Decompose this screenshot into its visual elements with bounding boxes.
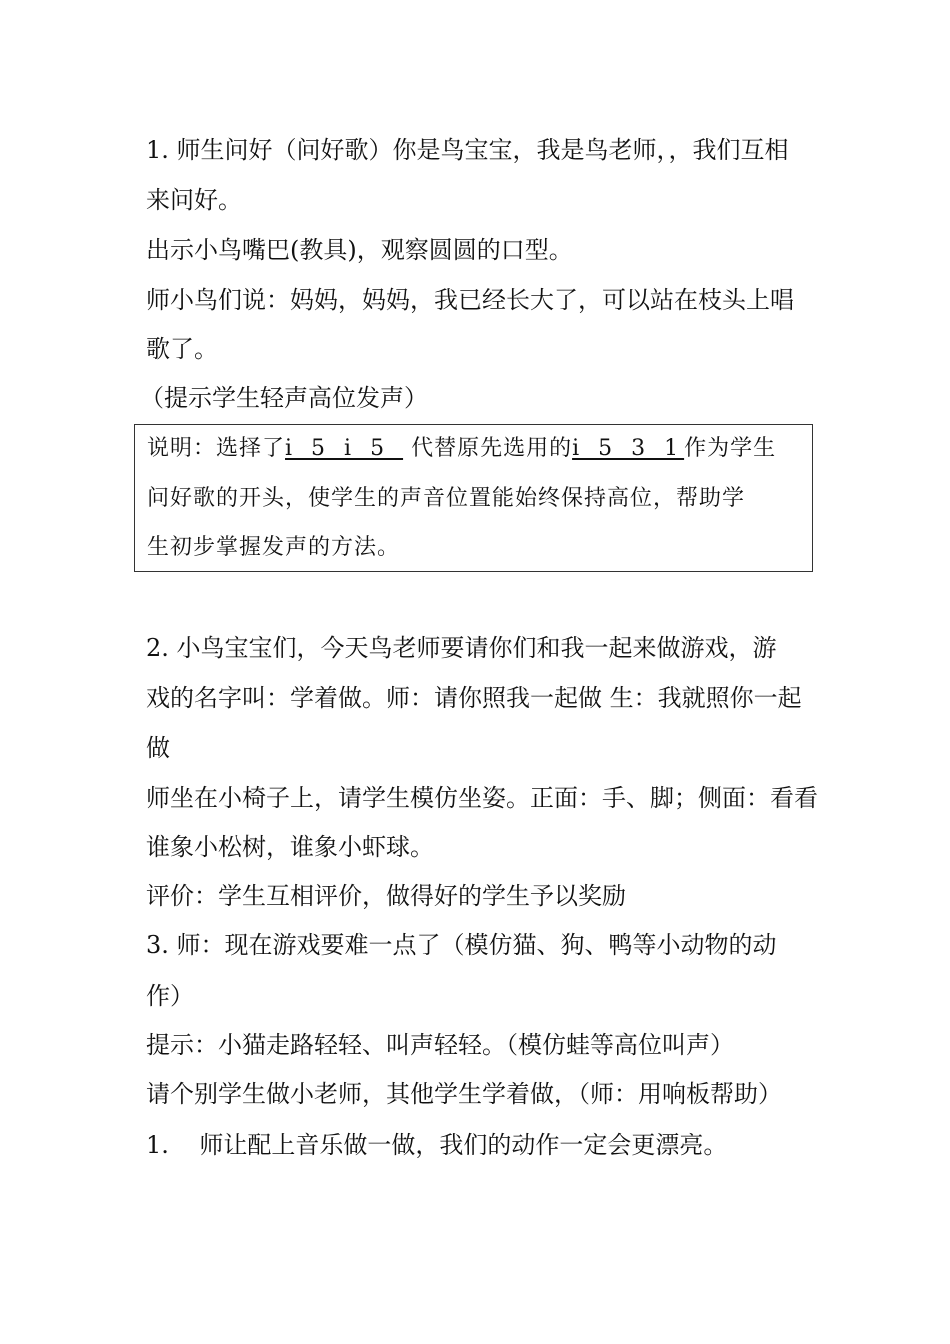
explanation-box xyxy=(134,424,813,572)
paragraph-line: 师坐在小椅子上，请学生模仿坐姿。正面：手、脚；侧面：看看 xyxy=(146,784,818,812)
explanation-mid: 代替原先选用的 xyxy=(411,436,573,461)
paragraph-line: 歌了。 xyxy=(146,335,218,363)
paragraph-line: 3. 师：现在游戏要难一点了（模仿猫、狗、鸭等小动物的动 xyxy=(146,931,777,959)
new-notes-underlined: i 5 i 5 xyxy=(285,436,404,461)
explanation-line-2: 问好歌的开头，使学生的声音位置能始终保持高位，帮助学 xyxy=(147,486,746,511)
explanation-line-1 xyxy=(147,435,807,463)
paragraph-line: 师小鸟们说：妈妈，妈妈，我已经长大了，可以站在枝头上唱 xyxy=(146,286,794,314)
paragraph-line: 请个别学生做小老师，其他学生学着做，（师：用响板帮助） xyxy=(146,1080,782,1108)
old-notes-underlined: i 5 3 1 xyxy=(572,436,685,461)
paragraph-line: 1. 师让配上音乐做一做，我们的动作一定会更漂亮。 xyxy=(146,1131,728,1159)
paragraph-line: 作） xyxy=(146,982,194,1010)
paragraph-line: 提示：小猫走路轻轻、叫声轻轻。（模仿蛙等高位叫声） xyxy=(146,1031,734,1059)
paragraph-line: 来问好。 xyxy=(146,186,242,214)
paragraph-line: 2. 小鸟宝宝们，今天鸟老师要请你们和我一起来做游戏，游 xyxy=(146,634,777,662)
paragraph-line: 谁象小松树，谁象小虾球。 xyxy=(146,833,434,861)
paragraph-line: 戏的名字叫：学着做。师：请你照我一起做 生：我就照你一起 xyxy=(146,684,802,712)
paragraph-line: 做 xyxy=(146,734,170,762)
paragraph-line: 评价：学生互相评价，做得好的学生予以奖励 xyxy=(146,882,626,910)
paragraph-line: （提示学生轻声高位发声） xyxy=(140,384,428,412)
paragraph-line: 出示小鸟嘴巴(教具)，观察圆圆的口型。 xyxy=(146,236,573,264)
explanation-prefix: 说明：选择了 xyxy=(147,436,286,461)
explanation-suffix: 作为学生 xyxy=(684,436,777,461)
paragraph-line: 1. 师生问好（问好歌）你是鸟宝宝，我是鸟老师，，我们互相 xyxy=(146,136,789,164)
explanation-line-3: 生初步掌握发声的方法。 xyxy=(147,535,401,560)
